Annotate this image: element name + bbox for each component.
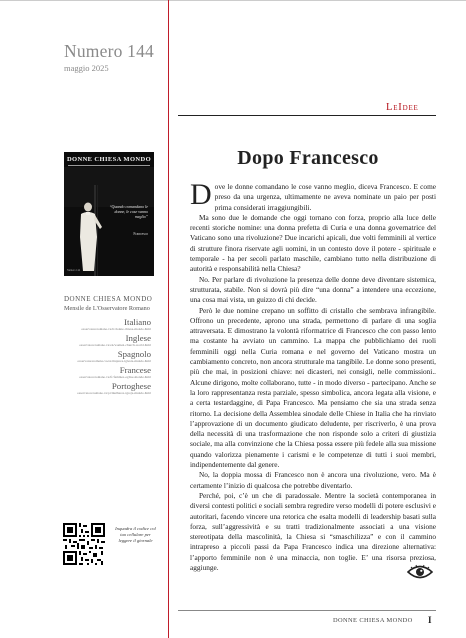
article-paragraph <box>190 178 436 213</box>
first-paragraph-text: ove le donne comandano le cose vanno meglio, diceva Francesco. E come preso da una urgenza, ultimamente ne aveva nominate un paio per posti prima considerati irraggiungibili. <box>214 182 436 212</box>
qr-caption: Inquadra il codice col tuo cellulare per leggere il giornale <box>115 526 156 543</box>
article-paragraph: Però le due nomine crepano un soffitto di cristallo che sembrava infrangibile. Offrono un precedente, aprono una strada, permettono di parlare di una soglia attraversata. E dimostrano la volontà riformatrice di Francesco che con passo lento ma costante ha avviato un cammino. La mappa che pubblichiamo dei ruoli femminili oggi nella Curia romana e nel governo del Vaticano mostra un cambiamento concreto, non ancora strutturale ma tangibile. Le donne sono presenti, più che mai, in posizioni chiave: nei dicasteri, nei consigli, nelle commissioni.. Alcune dirigono, molte collaborano, tutte - in modo diverso - partecipano. Anche se la loro rappresentanza resta parziale, spesso simbolica, ancora legata alla visione, e a certa testardaggine, di Papa Francesco. Ma pensiamo che sia una strada senza ritorno. La decisione della Assemblea sinodale delle Chiese in Italia che ha rinviato l’approvazione di un documento giudicato deludente, per riscriverlo, è una prova della necessità di una trasformazione che non risponde solo a criteri di giustizia sociale, ma alla convinzione che la Chiesa possa essere più fedele alla sua missione quando valorizza pienamente i carismi e le competenze di tutti i suoi membri, indipendentemente dal genere. <box>190 305 436 470</box>
section-rule <box>178 115 436 116</box>
edition-item[interactable] <box>70 382 151 395</box>
magazine-cover[interactable] <box>64 152 154 276</box>
edition-item[interactable] <box>70 366 151 379</box>
article-paragraph: No, la doppia mossa di Francesco non è ancora una rivoluzione, vero. Ma è certamente l’inizio di qualcosa che potrebbe diventarlo. <box>190 470 436 490</box>
footer-publication-name: DONNE CHIESA MONDO <box>333 617 413 624</box>
eye-icon <box>407 564 433 580</box>
footer-rule <box>178 610 436 611</box>
sidebar <box>0 0 168 638</box>
article-body <box>190 178 436 607</box>
edition-language: Italiano <box>124 317 151 327</box>
section-label: LeIdee <box>386 102 419 113</box>
edition-item[interactable] <box>70 318 151 331</box>
issue-number: Numero 144 <box>64 41 154 61</box>
editions-list <box>70 318 151 398</box>
issue-date: maggio 2025 <box>64 63 109 73</box>
edition-item[interactable] <box>70 350 151 363</box>
cover-photo <box>64 167 154 276</box>
cover-name: Francesco <box>133 232 148 236</box>
cover-quote: “Quando comandano le donne, le cose vanno meglio” <box>109 204 148 219</box>
article-paragraph: Perché, poi, c’è un che di paradossale. Mentre la società contemporanea in diversi contesti politici e sociali sembra regredire verso modelli di potere esclusivi e autoritari, facendo vincere una retorica che esalta modelli di leadership basati sulla forza, sull’aggressività e su tratti tradizionalmente associati a una visione stereotipata della mascolinità, la Chiesa si “smaschilizza” e con il cammino intrapreso a piccoli passi da Papa Francesco indica una direzione alternativa: l’apporto femminile non è una minaccia, non toglie. E’ una risorsa preziosa, aggiunge. <box>190 490 436 572</box>
drop-cap: D <box>190 178 212 211</box>
cover-masthead: DONNE CHIESA MONDO <box>66 156 152 163</box>
edition-item[interactable] <box>70 334 151 347</box>
article-title: Dopo Francesco <box>237 147 379 169</box>
article-paragraph: No. Per parlare di rivoluzione la presenza delle donne deve diventare sistemica, strutturata, stabile. Non si dovrà più dire “una donna” a intendere una eccezione, una cosa mai vista, un guizzo di chi decide. <box>190 274 436 305</box>
publication-subtitle: Mensile de L'Osservatore Romano <box>64 305 150 312</box>
sidebar-divider <box>168 0 169 638</box>
publication-name: DONNE CHIESA MONDO <box>64 295 153 303</box>
edition-url[interactable]: osservatoreromano.va/en/women-church-world.html <box>79 342 151 347</box>
edition-url[interactable]: osservatoreromano.va/pt/mulheres-igreja-mundo.html <box>77 390 151 395</box>
page-number: I <box>428 615 432 625</box>
edition-language: Inglese <box>125 333 151 343</box>
edition-url[interactable]: osservatoreromano.va/it/donne-chiesa-mondo.html <box>81 326 151 331</box>
edition-language: Francese <box>119 365 151 375</box>
edition-language: Portoghese <box>111 381 151 391</box>
cover-masthead-rule <box>68 165 150 166</box>
qr-code[interactable] <box>63 523 105 565</box>
edition-url[interactable]: osservatoreromano.va/es/mujeres-iglesia-mundo.html <box>77 358 151 363</box>
cover-footer: Numero 144 <box>67 269 81 272</box>
edition-language: Spagnolo <box>117 349 151 359</box>
edition-url[interactable]: osservatoreromano.va/fr/femmes-eglise-monde.html <box>79 374 151 379</box>
article-paragraph: Ma sono due le domande che oggi tornano con forza, proprio alla luce delle recenti storiche nomine: una donna prefetta di Curia e una donna governatrice del Vaticano sono una rivoluzione? Due incarichi apicali, due volti femminili al vertice di strutture finora riservate agli uomini, in un contesto dove il potere - spirituale e temporale - ha per secoli parlato maschile, cambiano tutto nella distribuzione di autorità e responsabilità nella Chiesa? <box>190 212 436 274</box>
